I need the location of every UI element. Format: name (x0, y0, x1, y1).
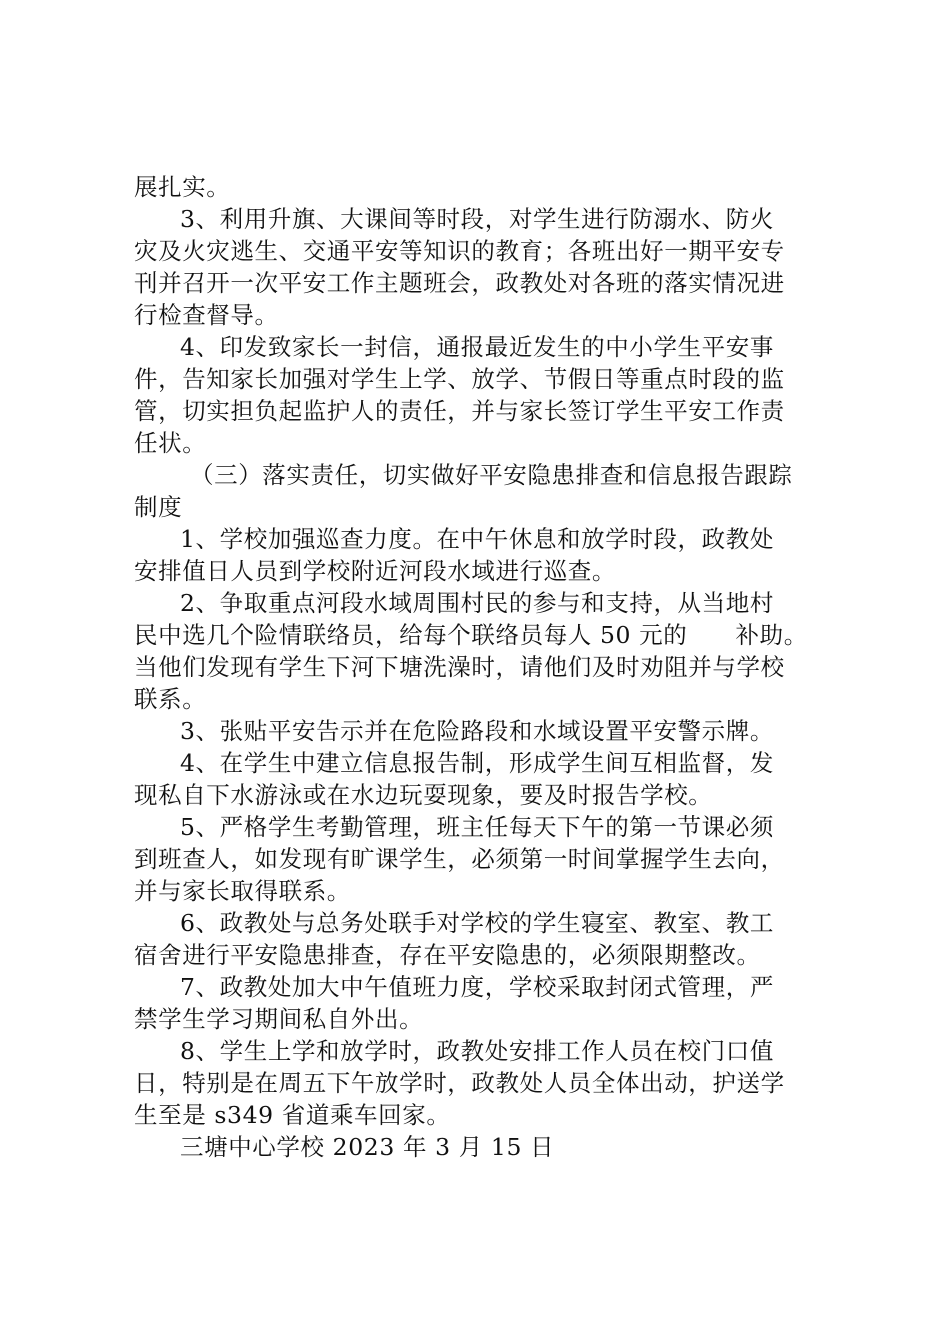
text-line: 8、学生上学和放学时，政教处安排工作人员在校门口值 (180, 1037, 774, 1065)
text-line: 3、张贴平安告示并在危险路段和水域设置平安警示牌。 (180, 717, 774, 745)
text-line: 2、争取重点河段水域周围村民的参与和支持，从当地村 (180, 589, 774, 617)
text-line: 任状。 (134, 429, 207, 457)
text-line: 1、学校加强巡查力度。在中午休息和放学时段，政教处 (180, 525, 774, 553)
section-heading: （三）落实责任，切实做好平安隐患排查和信息报告跟踪 (190, 461, 793, 489)
text-line: 安排值日人员到学校附近河段水域进行巡查。 (134, 557, 616, 585)
text-line: 宿舍进行平安隐患排查，存在平安隐患的，必须限期整改。 (134, 941, 761, 969)
text-line: 禁学生学习期间私自外出。 (134, 1005, 424, 1033)
text-line: 6、政教处与总务处联手对学校的学生寝室、教室、教工 (180, 909, 774, 937)
text-line: 日，特别是在周五下午放学时，政教处人员全体出动，护送学 (134, 1069, 785, 1097)
text-line: 民中选几个险情联络员，给每个联络员每人 50 元的 补助。 (134, 621, 808, 649)
text-line: 现私自下水游泳或在水边玩耍现象，要及时报告学校。 (134, 781, 713, 809)
text-line: 管，切实担负起监护人的责任，并与家长签订学生平安工作责 (134, 397, 785, 425)
text-line: 联系。 (134, 685, 207, 713)
section-heading-cont: 制度 (134, 493, 183, 521)
text-line: 7、政教处加大中午值班力度，学校采取封闭式管理，严 (180, 973, 774, 1001)
text-line: 4、印发致家长一封信，通报最近发生的中小学生平安事 (180, 333, 774, 361)
text-line: 到班查人，如发现有旷课学生，必须第一时间掌握学生去向， (134, 845, 785, 873)
text-line: 生至是 s349 省道乘车回家。 (134, 1101, 451, 1129)
text-line: 件，告知家长加强对学生上学、放学、节假日等重点时段的监 (134, 365, 785, 393)
text-line: 当他们发现有学生下河下塘洗澡时，请他们及时劝阻并与学校 (134, 653, 785, 681)
text-line: 4、在学生中建立信息报告制，形成学生间互相监督，发 (180, 749, 774, 777)
text-line: 5、严格学生考勤管理，班主任每天下午的第一节课必须 (180, 813, 774, 841)
text-line: 灾及火灾逃生、交通平安等知识的教育；各班出好一期平安专 (134, 237, 785, 265)
signature-date-line: 三塘中心学校 2023 年 3 月 15 日 (180, 1133, 555, 1161)
text-line: 并与家长取得联系。 (134, 877, 351, 905)
text-line: 3、利用升旗、大课间等时段，对学生进行防溺水、防火 (180, 205, 774, 233)
text-line: 行检查督导。 (134, 301, 279, 329)
text-line: 刊并召开一次平安工作主题班会，政教处对各班的落实情况进 (134, 269, 785, 297)
text-line: 展扎实。 (134, 173, 231, 201)
